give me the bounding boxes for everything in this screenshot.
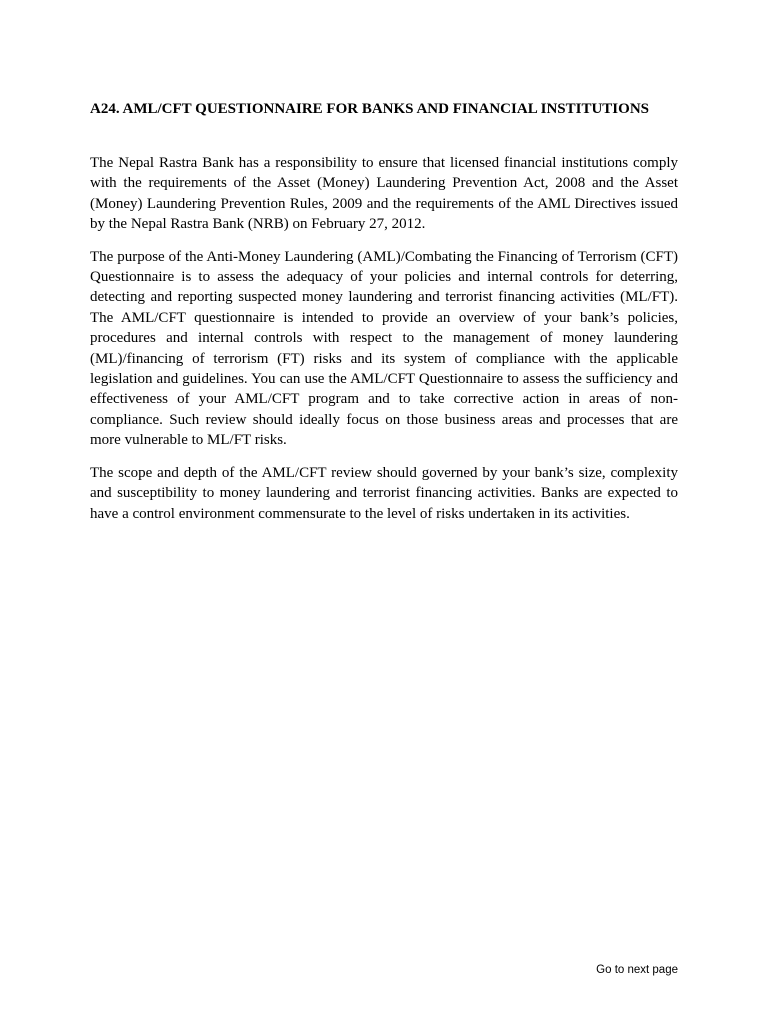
document-body	[90, 99, 678, 536]
document-title: A24. AML/CFT QUESTIONNAIRE FOR BANKS AND FINANCIAL INSTITUTIONS	[90, 101, 649, 117]
paragraph-scope: The scope and depth of the AML/CFT review should governed by your bank’s size, complexity and susceptibility to money laundering and terrorist financing activities. Banks are expected to have a control environment commensurate to the level of risks undertaken in its activities.	[90, 464, 678, 522]
paragraph-responsibility: The Nepal Rastra Bank has a responsibility to ensure that licensed financial institutions comply with the requirements of the Asset (Money) Laundering Prevention Act, 2008 and the Asset (Money) Laundering Prevention Rules, 2009 and the requirements of the AML Directives issued by the Nepal Rastra Bank (NRB) on February 27, 2012.	[90, 155, 678, 233]
next-page-link[interactable]: Go to next page	[596, 964, 678, 976]
paragraph-purpose: The purpose of the Anti-Money Laundering (AML)/Combating the Financing of Terrorism (CFT) Questionnaire is to assess the adequacy of your policies and internal controls for deterring, detecting and reporting suspected money laundering and terrorist financing activities (ML/FT). The AML/CFT questionnaire is intended to provide an overview of your bank’s policies, procedures and internal controls with respect to the management of money laundering (ML)/financing of terrorism (FT) risks and its system of compliance with the applicable legislation and guidelines. You can use the AML/CFT Questionnaire to assess the sufficiency and effectiveness of your AML/CFT program and to take corrective action in areas of non-compliance. Such review should ideally focus on those business areas and processes that are more vulnerable to ML/FT risks.	[90, 248, 678, 449]
